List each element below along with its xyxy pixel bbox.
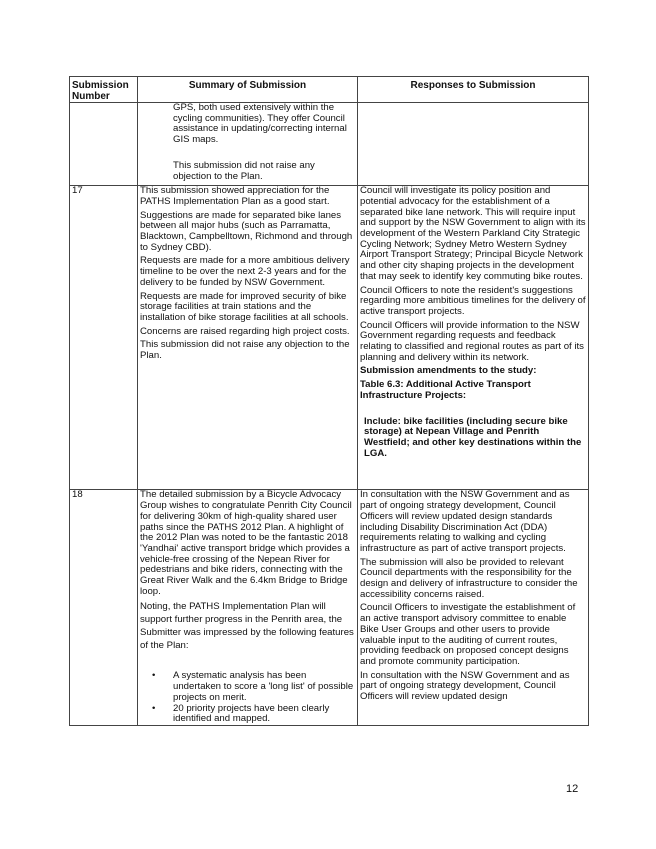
table-row bbox=[70, 103, 589, 186]
response-paragraph: Council will investigate its policy position and potential advocacy for the establishment of a separated bike lane network. This will require input and support by the NSW Government to align with its development of the Western Parkland City Strategic Cycling Network; Sydney Metro Western Sydney Airport Transport Strategy; Principal Bicycle Network and other city shaping projects in the development that may seek to identify key commuting bike routes. bbox=[360, 185, 586, 282]
summary-paragraph: Suggestions are made for separated bike lanes between all major hubs (such as Parramatta, Blacktown, Campbelltown, Richmond and through to Sydney CBD). bbox=[140, 209, 353, 253]
response-paragraph: In consultation with the NSW Government and as part of ongoing strategy development, Council Officers will review updated design bbox=[360, 669, 570, 703]
summary-paragraph: Requests are made for improved security of bike storage facilities at train stations and the installation of bike storage facilities at all schools. bbox=[140, 290, 349, 323]
header-summary: Summary of Submission bbox=[138, 77, 358, 103]
page-number: 12 bbox=[566, 783, 579, 795]
row18-number: 18 bbox=[70, 490, 138, 726]
summary-paragraph: This submission did not raise any objection to the Plan. bbox=[173, 159, 315, 182]
row-cont-response bbox=[358, 103, 589, 186]
row17-number: 17 bbox=[70, 186, 138, 490]
row17-response bbox=[358, 186, 589, 490]
response-paragraph: The submission will also be provided to relevant Council departments with the responsibility for the design and delivery of infrastructure to consider the accessibility concerns raised. bbox=[360, 556, 578, 600]
row18-summary bbox=[138, 490, 358, 726]
list-item: • 20 priority projects have been clearly identified and mapped. bbox=[140, 704, 355, 725]
row-cont-number bbox=[70, 103, 138, 186]
table-row bbox=[70, 186, 589, 490]
amendment-heading: Submission amendments to the study: bbox=[360, 365, 537, 377]
amendment-include: Include: bike facilities (including secure bike storage) at Nepean Village and Penrith Westfield; and other key destinations within the LGA. bbox=[364, 415, 582, 459]
summary-paragraph: Noting, the PATHS Implementation Plan will support further progress in the Penrith area, the Submitter was impressed by the following features of the Plan: bbox=[140, 601, 354, 652]
table-header-row bbox=[70, 77, 589, 103]
summary-paragraph: This submission showed appreciation for the PATHS Implementation Plan as a good start. bbox=[140, 185, 330, 207]
response-paragraph: Council Officers to note the resident's suggestions regarding more ambitious timelines for the delivery of active transport projects. bbox=[360, 284, 586, 317]
summary-paragraph: Concerns are raised regarding high project costs. bbox=[140, 325, 350, 337]
response-paragraph: In consultation with the NSW Government and as part of ongoing strategy development, Council Officers will review updated design standards including Disability Discrimination Act (DDA) requirements relating to walking and cycling infrastructure as part of active transport projects. bbox=[360, 489, 570, 554]
amendment-table-ref: Table 6.3: Additional Active Transport Infrastructure Projects: bbox=[360, 379, 531, 401]
row18-response bbox=[358, 490, 589, 726]
row17-summary bbox=[138, 186, 358, 490]
response-paragraph: Council Officers will provide information to the NSW Government regarding requests and feedback relating to classified and regional routes as part of its planning and delivery within its network. bbox=[360, 319, 584, 363]
summary-paragraph: This submission did not raise any objection to the Plan. bbox=[140, 339, 350, 362]
response-paragraph: Council Officers to investigate the establishment of an active transport advisory committee to enable Bike User Groups and other users to provide valuable input to the auditing of current routes, providing feedback on proposed concept designs and promote community participation. bbox=[360, 602, 576, 667]
summary-paragraph: The detailed submission by a Bicycle Advocacy Group wishes to congratulate Penrith City Council for delivering 30km of high-quality shared user paths since the PATHS 2012 Plan. A highlight of the 2012 Plan was noted to be the fantastic 2018 'Yandhai' active transport bridge which provides a vehicle-free crossing of the Nepean River for pedestrians and bike riders, connecting with the Great River Walk and the 6.4km Bridge to Bridge loop. bbox=[140, 489, 352, 597]
header-responses: Responses to Submission bbox=[358, 77, 589, 103]
list-item: • A systematic analysis has been undertaken to score a 'long list' of possible projects on merit. bbox=[140, 671, 355, 703]
row-cont-summary bbox=[138, 103, 358, 186]
table-row bbox=[70, 490, 589, 726]
features-list bbox=[140, 671, 355, 725]
summary-paragraph: GPS, both used extensively within the cycling communities). They offer Council assistance in updating/correcting internal GIS maps. bbox=[173, 102, 347, 146]
header-submission-number: Submission Number bbox=[70, 77, 138, 103]
summary-paragraph: Requests are made for a more ambitious delivery timeline to be over the next 2-3 years and for the delivery to be funded by NSW Government. bbox=[140, 255, 350, 288]
submissions-table bbox=[69, 76, 589, 726]
